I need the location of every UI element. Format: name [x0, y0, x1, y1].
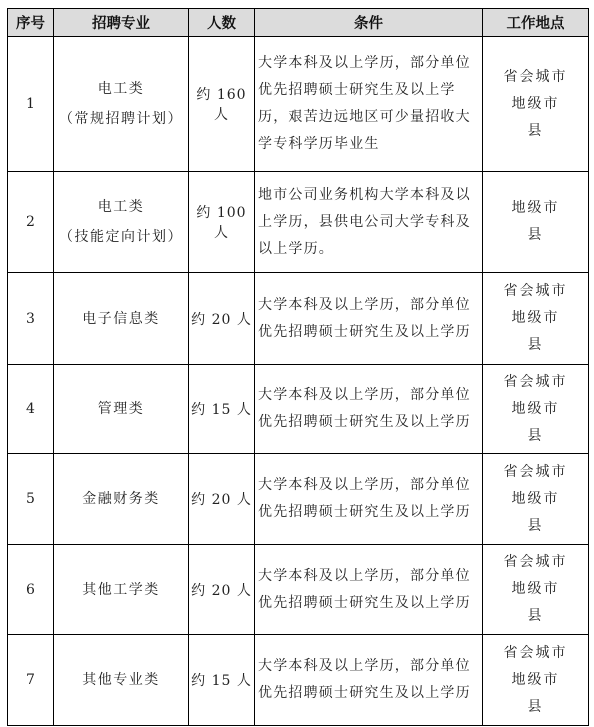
- condition-line: 学专科学历毕业生: [258, 136, 380, 152]
- cell-seq: 5: [8, 454, 54, 545]
- major-line: （技能定向计划）: [59, 229, 183, 245]
- location-line: 地级市: [511, 671, 560, 688]
- table-row: [8, 273, 589, 365]
- major-line: 管理类: [97, 401, 145, 417]
- cell-seq: 4: [8, 365, 54, 454]
- major-line: 电工类: [97, 199, 145, 215]
- major-line: 金融财务类: [82, 491, 160, 507]
- cell-location: [483, 454, 589, 545]
- location-line: 地级市: [511, 200, 560, 216]
- cell-major: [54, 365, 189, 454]
- cell-location: [483, 545, 589, 635]
- cell-seq: 3: [8, 273, 54, 365]
- location-line: 县: [527, 227, 544, 243]
- major-line: 电工类: [97, 81, 145, 97]
- condition-line: 大学本科及以上学历，部分单位: [258, 387, 471, 403]
- recruitment-table: [7, 8, 589, 726]
- table-body: [8, 37, 589, 726]
- header-major: 招聘专业: [54, 9, 189, 37]
- cell-location: [483, 37, 589, 172]
- location-line: 地级市: [511, 400, 560, 417]
- location-line: 地级市: [511, 310, 560, 326]
- location-line: 省会城市: [503, 283, 568, 299]
- cell-major: [54, 635, 189, 726]
- condition-line: 大学本科及以上学历，部分单位: [258, 296, 471, 313]
- cell-count: 约 20 人: [189, 545, 255, 635]
- location-line: 县: [527, 698, 544, 715]
- cell-condition: [255, 454, 483, 545]
- condition-line: 以上学历。: [258, 240, 334, 257]
- cell-condition: [255, 273, 483, 365]
- location-line: 省会城市: [503, 463, 568, 480]
- location-line: 县: [527, 337, 544, 353]
- cell-count: 约 20 人: [189, 454, 255, 545]
- header-row: [8, 9, 589, 37]
- cell-condition: [255, 365, 483, 454]
- cell-condition: [255, 172, 483, 273]
- table-row: [8, 635, 589, 726]
- location-line: 地级市: [511, 95, 560, 112]
- location-line: 县: [527, 517, 544, 534]
- location-line: 地级市: [511, 581, 560, 597]
- cell-condition: [255, 545, 483, 635]
- cell-count: 约 100 人: [189, 172, 255, 273]
- condition-line: 优先招聘硕士研究生及以上学历: [258, 414, 471, 430]
- table-row: [8, 454, 589, 545]
- major-line: 其他工学类: [82, 581, 160, 598]
- cell-seq: 7: [8, 635, 54, 726]
- cell-location: [483, 273, 589, 365]
- location-line: 省会城市: [503, 68, 568, 85]
- header-count: 人数: [189, 9, 255, 37]
- cell-count: 约 15 人: [189, 635, 255, 726]
- condition-line: 大学本科及以上学历，部分单位: [258, 567, 471, 584]
- cell-seq: 1: [8, 37, 54, 172]
- cell-location: [483, 172, 589, 273]
- major-line: 其他专业类: [82, 672, 160, 688]
- location-line: 省会城市: [503, 644, 568, 661]
- condition-line: 优先招聘硕士研究生及以上学历: [258, 594, 471, 611]
- table-row: [8, 545, 589, 635]
- major-line: 电子信息类: [82, 310, 160, 327]
- table-row: [8, 37, 589, 172]
- cell-major: [54, 545, 189, 635]
- condition-line: 优先招聘硕士研究生及以上学历: [258, 323, 471, 340]
- condition-line: 大学本科及以上学历，部分单位: [258, 477, 471, 493]
- cell-seq: 6: [8, 545, 54, 635]
- cell-major: [54, 273, 189, 365]
- table-row: [8, 172, 589, 273]
- location-line: 县: [527, 608, 544, 624]
- location-line: 地级市: [511, 490, 560, 507]
- header-location: 工作地点: [483, 9, 589, 37]
- location-line: 县: [527, 427, 544, 444]
- cell-condition: [255, 635, 483, 726]
- cell-seq: 2: [8, 172, 54, 273]
- location-line: 县: [527, 122, 544, 139]
- condition-line: 上学历，县供电公司大学专科及: [258, 213, 471, 230]
- condition-line: 历，艰苦边远地区可少量招收大: [258, 109, 471, 125]
- cell-count: 约 15 人: [189, 365, 255, 454]
- location-line: 省会城市: [503, 554, 568, 570]
- cell-major: [54, 454, 189, 545]
- condition-line: 地市公司业务机构大学本科及以: [258, 186, 471, 203]
- table-row: [8, 365, 589, 454]
- condition-line: 优先招聘硕士研究生及以上学: [258, 82, 456, 98]
- cell-count: 约 20 人: [189, 273, 255, 365]
- cell-condition: [255, 37, 483, 172]
- cell-major: [54, 37, 189, 172]
- header-seq: 序号: [8, 9, 54, 37]
- condition-line: 大学本科及以上学历，部分单位: [258, 55, 471, 71]
- cell-count: 约 160 人: [189, 37, 255, 172]
- table-header: [8, 9, 589, 37]
- cell-location: [483, 365, 589, 454]
- cell-major: [54, 172, 189, 273]
- condition-line: 大学本科及以上学历，部分单位: [258, 658, 471, 674]
- condition-line: 优先招聘硕士研究生及以上学历: [258, 504, 471, 520]
- major-line: （常规招聘计划）: [59, 111, 183, 127]
- header-condition: 条件: [255, 9, 483, 37]
- condition-line: 优先招聘硕士研究生及以上学历: [258, 685, 471, 701]
- cell-location: [483, 635, 589, 726]
- location-line: 省会城市: [503, 373, 568, 390]
